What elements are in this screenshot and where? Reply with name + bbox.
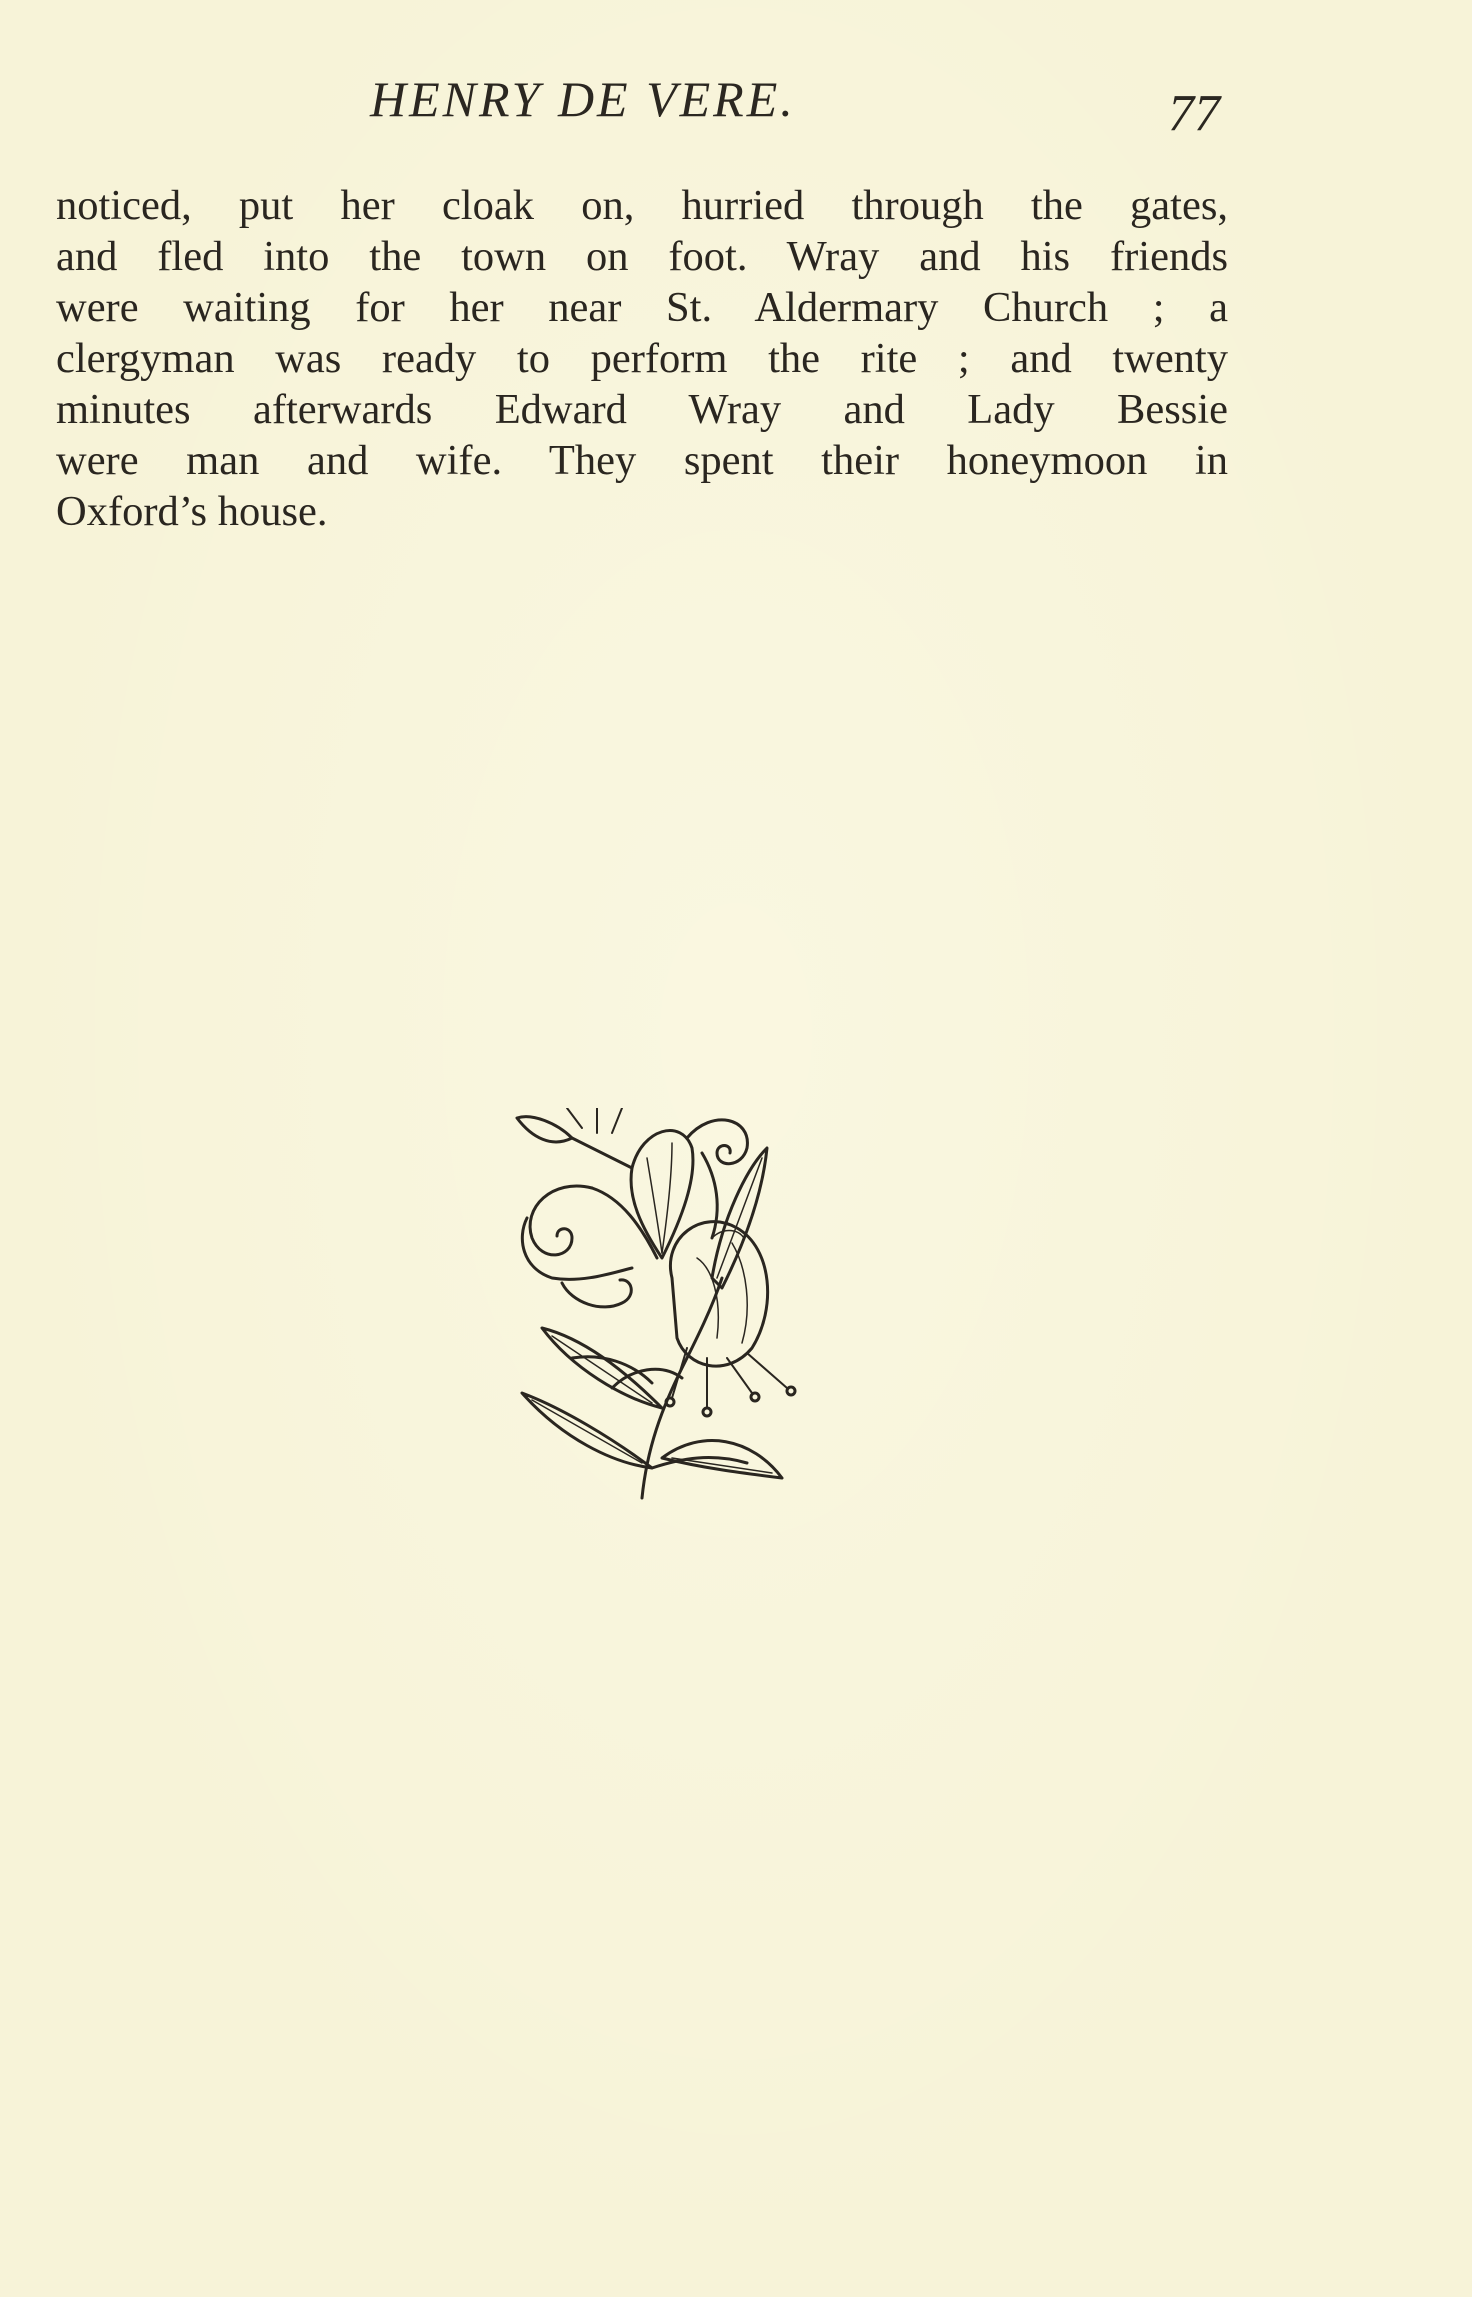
- text-line: Oxford’s house.: [56, 488, 328, 535]
- text-line: were man and wife. They spent their honeymoon in: [56, 437, 1228, 484]
- page-number: 77: [1168, 85, 1220, 142]
- text-line: were waiting for her near St. Aldermary Church ; a: [56, 284, 1228, 331]
- text-line: clergyman was ready to perform the rite ; and twenty: [56, 335, 1228, 382]
- running-head: [0, 70, 1472, 140]
- text-line: minutes afterwards Edward Wray and Lady Bessie: [56, 386, 1228, 433]
- text-line: noticed, put her cloak on, hurried through the gates,: [56, 182, 1228, 229]
- running-title: HENRY DE VERE.: [370, 71, 796, 127]
- body-paragraph: [56, 180, 1228, 537]
- text-line: and fled into the town on foot. Wray and his friends: [56, 233, 1228, 280]
- floral-lily-tailpiece-icon: [512, 1108, 802, 1504]
